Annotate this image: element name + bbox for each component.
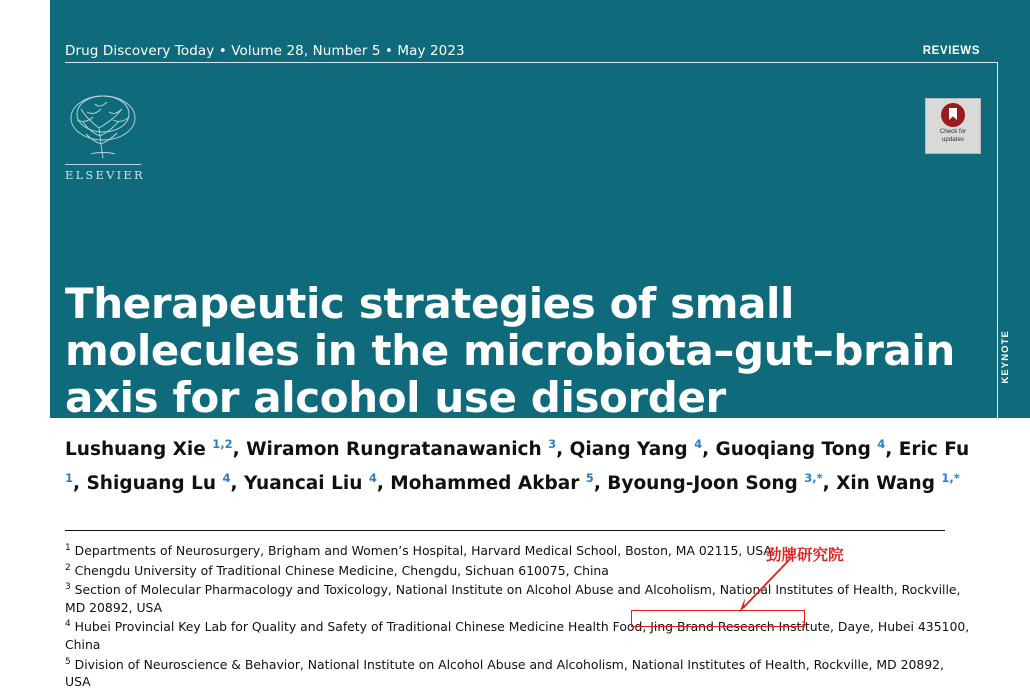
crossmark-badge[interactable]: [925, 98, 981, 154]
annotation-label: 劲牌研究院: [766, 546, 844, 564]
left-margin-strip: [0, 0, 50, 418]
section-label: REVIEWS: [922, 45, 980, 57]
elsevier-tree-icon: [65, 92, 141, 162]
page-title: Therapeutic strategies of small molecules in the microbiota–gut–brain axis for alcohol use disorder: [65, 279, 955, 423]
affiliation-line: $^2$ Chengdu University of Traditional Chinese Medicine, Chengdu, Sichuan 610075, China: [65, 562, 609, 578]
header-vertical-rule: [997, 62, 998, 418]
header-horizontal-rule: [65, 62, 998, 63]
elsevier-logo: [65, 92, 145, 184]
running-head: Drug Discovery Today • Volume 28, Number 5 • May 2023: [65, 43, 465, 59]
affiliation-line: $^3$ Section of Molecular Pharmacology and Toxicology, National Institute on Alcohol Abuse and Alcoholism, National Institutes of Health, Rockville, MD 20892, USA: [65, 582, 961, 615]
affiliation-divider: [65, 530, 945, 531]
right-margin-strip: [998, 0, 1030, 418]
crossmark-line1: Check for: [939, 128, 967, 135]
affiliation-line: $^4$ Hubei Provincial Key Lab for Quality and Safety of Traditional Chinese Medicine Health Food, Jing Brand Research Institute, Daye, Hubei 435100, China: [65, 619, 970, 652]
keynote-side-label: KEYNOTE: [1000, 330, 1011, 384]
elsevier-wordmark: ELSEVIER: [65, 164, 141, 182]
affiliation-line: $^1$ Departments of Neurosurgery, Brigham and Women’s Hospital, Harvard Medical School, Boston, MA 02115, USA: [65, 543, 772, 559]
crossmark-line2: updates: [941, 135, 965, 143]
crossmark-icon: [941, 103, 965, 127]
author-list: Lushuang Xie $^{1,2}$, Wiramon Rungratanawanich $^3$, Qiang Yang $^4$, Guoqiang Tong $^4$, Eric Fu $^1$, Shiguang Lu $^4$, Yuancai Liu $^4$, Mohammed Akbar $^5$, Byoung-Joon Song $^{3,*}$, Xin Wang $^{1,*}$: [65, 437, 970, 495]
affiliation-line: $^5$ Division of Neuroscience & Behavior, National Institute on Alcohol Abuse and Alcoholism, National Institutes of Health, Rockville, MD 20892, USA: [65, 656, 944, 690]
